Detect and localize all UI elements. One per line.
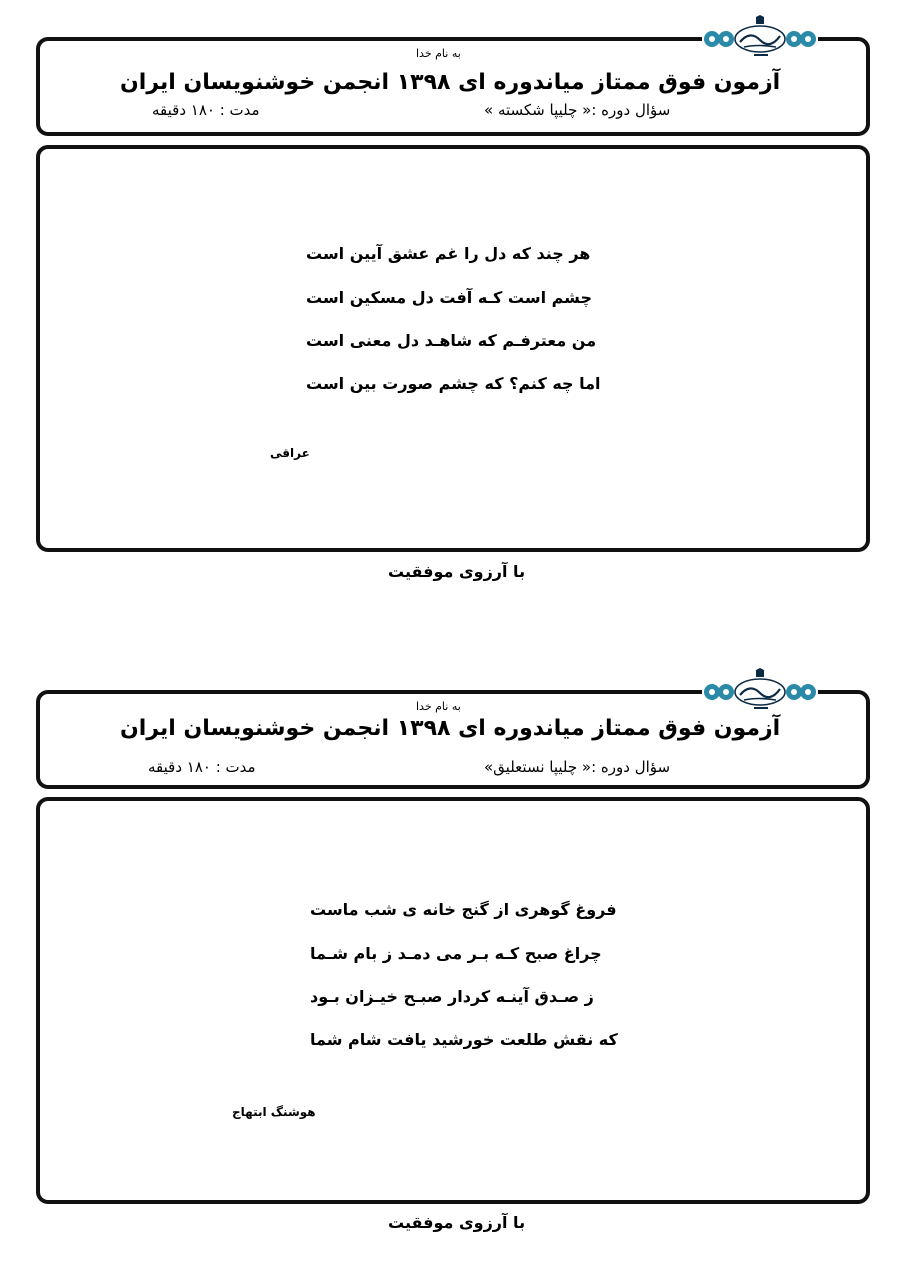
verse-line: من معترفـم که شاهـد دل معنی است (306, 331, 597, 350)
duration-label: مدت : ۱۸۰ دقیقه (148, 758, 256, 776)
verse-line: هر چند که دل را غم عشق آیین است (306, 244, 591, 263)
duration-label: مدت : ۱۸۰ دقیقه (152, 101, 260, 119)
verse-line: چشم است کـه آفت دل مسکین است (306, 288, 592, 307)
footer-wish: با آرزوی موفقیت (388, 562, 526, 581)
bismillah: به نام خدا (416, 700, 461, 713)
verse-line: که نقش طلعت خورشید یافت شام شما (310, 1030, 618, 1049)
question-label: سؤال دوره :« چلیپا نستعلیق» (484, 758, 671, 776)
anjoman-logo-icon (702, 14, 818, 60)
exam-title: آزمون فوق ممتاز میاندوره ای ۱۳۹۸ انجمن خوشنویسان ایران (120, 716, 781, 741)
exam-title: آزمون فوق ممتاز میاندوره ای ۱۳۹۸ انجمن خوشنویسان ایران (120, 70, 781, 95)
bismillah: به نام خدا (416, 47, 461, 60)
anjoman-logo-icon (702, 667, 818, 713)
question-label: سؤال دوره :« چلیپا شکسته » (484, 101, 671, 119)
footer-wish: با آرزوی موفقیت (388, 1213, 526, 1232)
poet-name: عراقی (270, 446, 310, 460)
verse-line: چراغ صبح کـه بـر می دمـد ز بام شـما (310, 944, 602, 963)
poet-name: هوشنگ ابتهاج (232, 1105, 316, 1119)
verse-line: اما چه کنم؟ که چشم صورت بین است (306, 374, 601, 393)
verse-line: ز صـدق آینـه کردار صبـح خیـزان بـود (310, 987, 594, 1006)
verse-line: فروغ گوهری از گنج خانه ی شب ماست (310, 900, 617, 919)
